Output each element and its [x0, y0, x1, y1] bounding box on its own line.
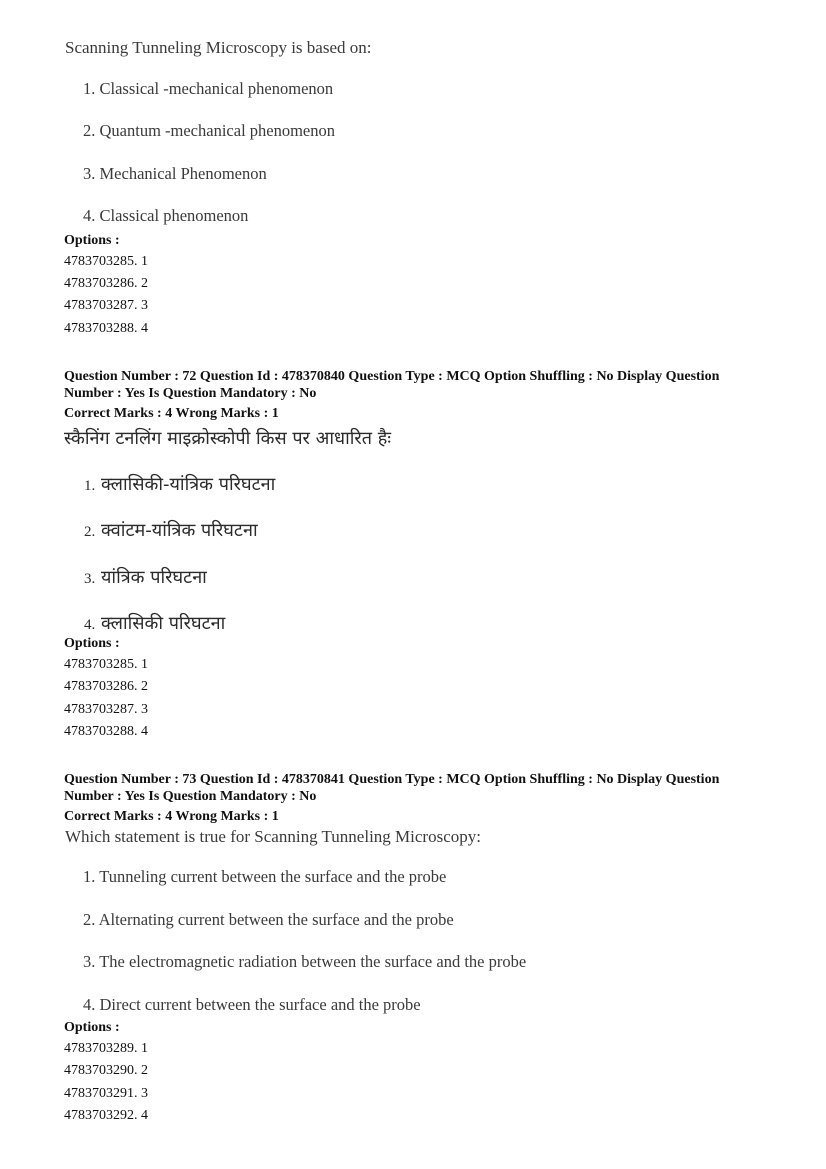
question-stem: Scanning Tunneling Microscopy is based on: [65, 38, 372, 57]
answer-choice-4: 4. Classical phenomenon [83, 206, 249, 225]
option-id-1: 4783703289. 1 [64, 1041, 148, 1056]
option-id-4: 4783703288. 4 [64, 321, 148, 336]
option-id-4: 4783703292. 4 [64, 1108, 148, 1123]
option-id-3: 4783703287. 3 [64, 702, 148, 717]
option-id-3: 4783703291. 3 [64, 1086, 148, 1101]
question-meta-line2: Number : Yes Is Question Mandatory : No [64, 789, 317, 804]
answer-choice-3: 3. The electromagnetic radiation between the surface and the probe [83, 952, 527, 971]
answer-choice-1: 1. क्लासिकी-यांत्रिक परिघटना [84, 474, 276, 495]
question-meta-line2: Number : Yes Is Question Mandatory : No [64, 386, 317, 401]
answer-choice-4: 4. Direct current between the surface and the probe [83, 995, 421, 1014]
answer-choice-1: 1. Tunneling current between the surface and the probe [83, 867, 447, 886]
question-marks: Correct Marks : 4 Wrong Marks : 1 [64, 406, 279, 421]
answer-choice-2: 2. Quantum -mechanical phenomenon [83, 121, 336, 140]
option-id-1: 4783703285. 1 [64, 657, 148, 672]
option-id-2: 4783703290. 2 [64, 1063, 148, 1078]
question-meta-line1: Question Number : 72 Question Id : 478370840 Question Type : MCQ Option Shuffling : No Display Question [64, 369, 720, 384]
option-id-4: 4783703288. 4 [64, 724, 148, 739]
options-label: Options : [64, 1020, 120, 1035]
option-id-1: 4783703285. 1 [64, 254, 148, 269]
answer-choice-1: 1. Classical -mechanical phenomenon [83, 79, 334, 98]
options-label: Options : [64, 636, 120, 651]
option-id-2: 4783703286. 2 [64, 679, 148, 694]
question-stem: स्कैनिंग टनलिंग माइक्रोस्कोपी किस पर आधारित हैः [64, 428, 391, 449]
question-marks: Correct Marks : 4 Wrong Marks : 1 [64, 809, 279, 824]
options-label: Options : [64, 233, 120, 248]
answer-choice-4: 4. क्लासिकी परिघटना [84, 613, 226, 634]
answer-choice-2: 2. Alternating current between the surface and the probe [83, 910, 454, 929]
option-id-2: 4783703286. 2 [64, 276, 148, 291]
question-meta-line1: Question Number : 73 Question Id : 478370841 Question Type : MCQ Option Shuffling : No Display Question [64, 772, 720, 787]
option-id-3: 4783703287. 3 [64, 298, 148, 313]
answer-choice-2: 2. क्वांटम-यांत्रिक परिघटना [84, 520, 258, 541]
answer-choice-3: 3. Mechanical Phenomenon [83, 164, 267, 183]
answer-choice-3: 3. यांत्रिक परिघटना [84, 567, 207, 588]
question-stem: Which statement is true for Scanning Tunneling Microscopy: [65, 827, 481, 846]
